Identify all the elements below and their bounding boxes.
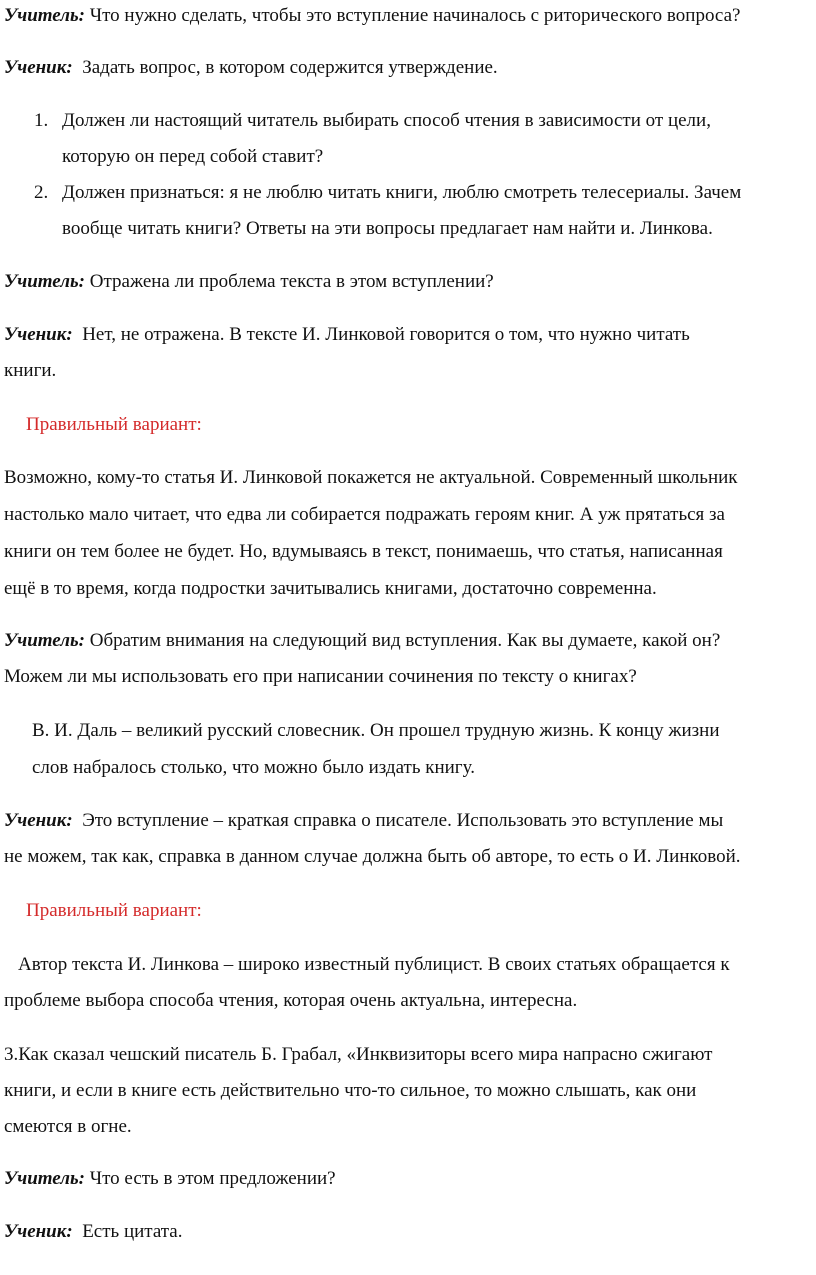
paragraph-line: 3.Как сказал чешский писатель Б. Грабал, «Инквизиторы всего мира напрасно сжигают bbox=[4, 1044, 713, 1065]
answer-continuation: не можем, так как, справка в данном случае должна быть об авторе, то есть о И. Линковой. bbox=[4, 846, 741, 867]
teacher-question-4 bbox=[4, 1167, 336, 1191]
student-answer-2 bbox=[4, 323, 690, 347]
question-text: Обратим внимания на следующий вид вступления. Как вы думаете, какой он? bbox=[89, 630, 721, 651]
correct-variant-label: Правильный вариант: bbox=[26, 414, 202, 435]
question-text: Что нужно сделать, чтобы это вступление начиналось с риторического вопроса? bbox=[89, 5, 741, 26]
correct-variant-label: Правильный вариант: bbox=[26, 900, 202, 921]
student-answer-1 bbox=[4, 56, 498, 80]
speaker-student: Ученик: bbox=[4, 810, 73, 831]
list-item-number: 2. bbox=[34, 182, 49, 203]
question-text: Что есть в этом предложении? bbox=[89, 1168, 336, 1189]
example-intro-line: В. И. Даль – великий русский словесник. Он прошел трудную жизнь. К концу жизни bbox=[32, 720, 720, 741]
student-answer-3 bbox=[4, 809, 723, 833]
speaker-student: Ученик: bbox=[4, 324, 73, 345]
list-item-line: Должен признаться: я не люблю читать книги, люблю смотреть телесериалы. Зачем bbox=[62, 182, 742, 203]
paragraph-line: книги он тем более не будет. Но, вдумываясь в текст, понимаешь, что статья, написанная bbox=[4, 541, 723, 562]
speaker-teacher: Учитель: bbox=[4, 630, 86, 651]
answer-text: Задать вопрос, в котором содержится утверждение. bbox=[82, 57, 498, 78]
list-item-line: вообще читать книги? Ответы на эти вопросы предлагает нам найти и. Линкова. bbox=[62, 218, 713, 239]
answer-text: Это вступление – краткая справка о писателе. Использовать это вступление мы bbox=[82, 810, 724, 831]
speaker-student: Ученик: bbox=[4, 1221, 73, 1242]
paragraph-line: проблеме выбора способа чтения, которая очень актуальна, интересна. bbox=[4, 990, 578, 1011]
speaker-student: Ученик: bbox=[4, 57, 73, 78]
paragraph-line: книги, и если в книге есть действительно что-то сильное, то можно слышать, как они bbox=[4, 1080, 697, 1101]
paragraph-line: настолько мало читает, что едва ли собирается подражать героям книг. А уж прятаться за bbox=[4, 504, 725, 525]
paragraph-line: Автор текста И. Линкова – широко известный публицист. В своих статьях обращается к bbox=[18, 954, 730, 975]
question-continuation: Можем ли мы использовать его при написании сочинения по тексту о книгах? bbox=[4, 666, 637, 687]
paragraph-line: смеются в огне. bbox=[4, 1116, 132, 1137]
paragraph-line: ещё в то время, когда подростки зачитывались книгами, достаточно современна. bbox=[4, 578, 657, 599]
teacher-question-1 bbox=[4, 4, 740, 28]
answer-text: Есть цитата. bbox=[82, 1221, 183, 1242]
teacher-question-2 bbox=[4, 270, 494, 294]
answer-continuation: книги. bbox=[4, 360, 57, 381]
speaker-teacher: Учитель: bbox=[4, 1168, 86, 1189]
teacher-question-3 bbox=[4, 629, 720, 653]
list-item-line: Должен ли настоящий читатель выбирать способ чтения в зависимости от цели, bbox=[62, 110, 711, 131]
student-answer-4 bbox=[4, 1220, 183, 1244]
example-intro-line: слов набралось столько, что можно было издать книгу. bbox=[32, 757, 475, 778]
speaker-teacher: Учитель: bbox=[4, 5, 86, 26]
list-item-line: которую он перед собой ставит? bbox=[62, 146, 324, 167]
question-text: Отражена ли проблема текста в этом вступлении? bbox=[89, 271, 494, 292]
answer-text: Нет, не отражена. В тексте И. Линковой говорится о том, что нужно читать bbox=[82, 324, 690, 345]
list-item-number: 1. bbox=[34, 110, 49, 131]
speaker-teacher: Учитель: bbox=[4, 271, 86, 292]
paragraph-line: Возможно, кому-то статья И. Линковой покажется не актуальной. Современный школьник bbox=[4, 467, 738, 488]
